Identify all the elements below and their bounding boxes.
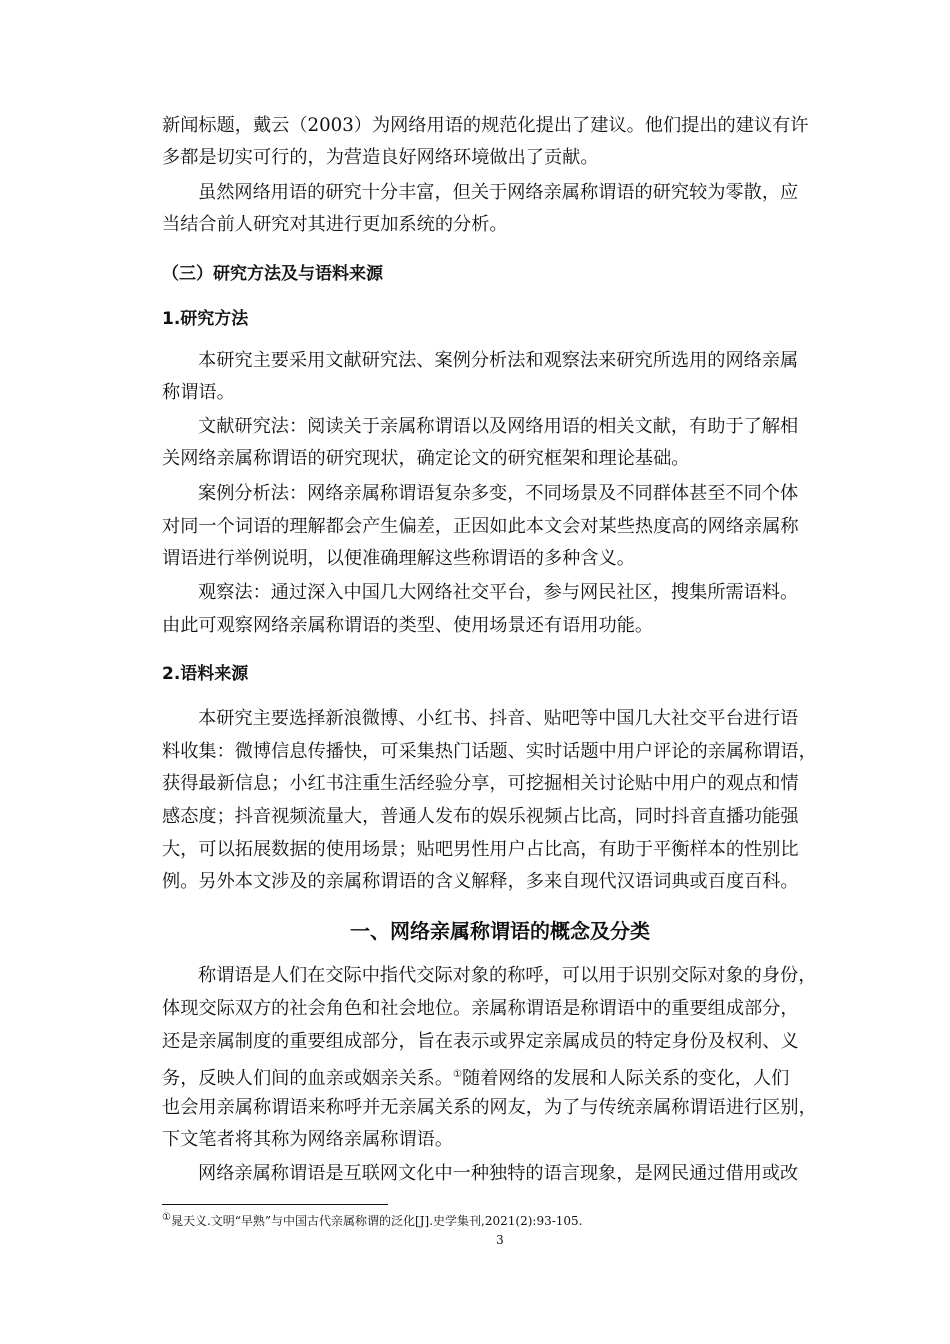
section-heading: （三）研究方法及与语料来源: [162, 264, 383, 284]
paragraph-line: 也会用亲属称谓语来称呼并无亲属关系的网友，为了与传统亲属称谓语进行区别，: [162, 1097, 817, 1118]
paragraph-line: 称谓语是人们在交际中指代交际对象的称呼，可以用于识别交际对象的身份，: [198, 965, 817, 986]
paragraph-line: 网络亲属称谓语是互联网文化中一种独特的语言现象，是网民通过借用或改: [198, 1163, 799, 1184]
paragraph-line: 本研究主要选择新浪微博、小红书、抖音、贴吧等中国几大社交平台进行语: [198, 708, 799, 729]
paragraph-line: 感态度；抖音视频流量大，普通人发布的娱乐视频占比高，同时抖音直播功能强: [162, 806, 799, 827]
footnote-reference[interactable]: ①: [453, 1069, 462, 1080]
paragraph-line: 虽然网络用语的研究十分丰富，但关于网络亲属称谓语的研究较为零散，应: [198, 182, 799, 203]
paragraph-line: 关网络亲属称谓语的研究现状，确定论文的研究框架和理论基础。: [162, 448, 690, 469]
footnote: [162, 1212, 582, 1229]
chapter-title: 一、网络亲属称谓语的概念及分类: [350, 919, 650, 943]
paragraph-line: 体现交际双方的社会角色和社会地位。亲属称谓语是称谓语中的重要组成部分，: [162, 998, 799, 1019]
paragraph-line: 由此可观察网络亲属称谓语的类型、使用场景还有语用功能。: [162, 615, 654, 636]
paragraph-text: 随着网络的发展和人际关系的变化，人们: [461, 1068, 790, 1090]
paragraph-line: 对同一个词语的理解都会产生偏差，正因如此本文会对某些热度高的网络亲属称: [162, 516, 799, 537]
footnote-divider: [162, 1204, 388, 1205]
paragraph-line: 下文笔者将其称为网络亲属称谓语。: [162, 1129, 454, 1150]
footnote-mark: ①: [162, 1212, 171, 1223]
paragraph-line: 本研究主要采用文献研究法、案例分析法和观察法来研究所选用的网络亲属: [198, 350, 799, 371]
subsection-heading-corpus: 2.语料来源: [162, 664, 249, 684]
paragraph-line: 料收集：微博信息传播快，可采集热门话题、实时话题中用户评论的亲属称谓语，: [162, 741, 817, 762]
paragraph-line: 还是亲属制度的重要组成部分，旨在表示或界定亲属成员的特定身份及权利、义: [162, 1031, 799, 1052]
paragraph-line: 当结合前人研究对其进行更加系统的分析。: [162, 214, 508, 235]
paragraph-line: 称谓语。: [162, 382, 235, 403]
paragraph-line: 文献研究法：阅读关于亲属称谓语以及网络用语的相关文献，有助于了解相: [198, 416, 799, 437]
paragraph-line: 例。另外本文涉及的亲属称谓语的含义解释，多来自现代汉语词典或百度百科。: [162, 871, 799, 892]
paragraph-line: 新闻标题，戴云（2003）为网络用语的规范化提出了建议。他们提出的建议有许: [162, 115, 809, 136]
paragraph-line: 多都是切实可行的，为营造良好网络环境做出了贡献。: [162, 147, 599, 168]
paragraph-text: 务，反映人们间的血亲或姻亲关系。: [162, 1068, 454, 1090]
paragraph-line: 案例分析法：网络亲属称谓语复杂多变，不同场景及不同群体甚至不同个体: [198, 483, 799, 504]
paragraph-line: 大，可以拓展数据的使用场景；贴吧男性用户占比高，有助于平衡样本的性别比: [162, 839, 799, 860]
paragraph-line: [162, 1062, 789, 1092]
subsection-heading-method: 1.研究方法: [162, 309, 249, 329]
paragraph-line: 观察法：通过深入中国几大网络社交平台，参与网民社区，搜集所需语料。: [198, 582, 799, 603]
footnote-text: 晁天义.文明“早熟”与中国古代亲属称谓的泛化[J].史学集刊,2021(2):93-105.: [170, 1214, 583, 1228]
paragraph-line: 获得最新信息；小红书注重生活经验分享，可挖掘相关讨论贴中用户的观点和情: [162, 773, 799, 794]
paragraph-line: 谓语进行举例说明，以便准确理解这些称谓语的多种含义。: [162, 548, 635, 569]
page-number: 3: [496, 1233, 504, 1247]
